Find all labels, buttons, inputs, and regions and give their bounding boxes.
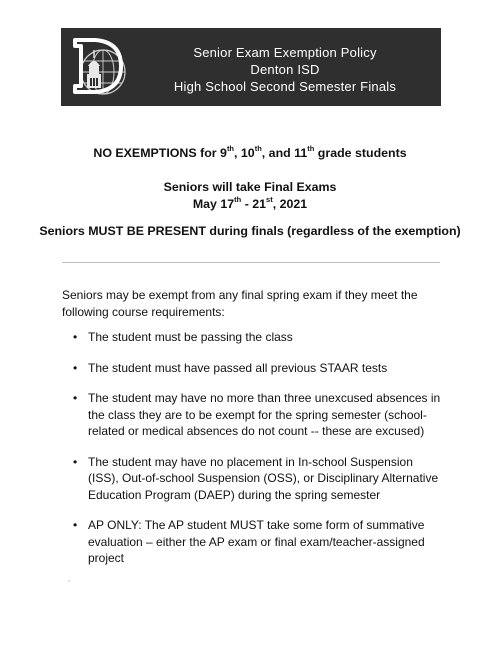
scan-artifact — [68, 580, 70, 582]
present-notice: Seniors MUST BE PRESENT during finals (regardless of the exemption) — [39, 224, 461, 238]
bullet-icon: • — [73, 454, 78, 469]
finals-date: May 17th - 21st, 2021 — [192, 195, 308, 211]
bullet-icon: • — [73, 360, 78, 375]
list-item — [62, 390, 444, 440]
list-item — [62, 517, 444, 567]
requirement-text: The student must be passing the class — [88, 330, 293, 344]
bullet-icon: • — [73, 518, 78, 532]
denton-isd-logo-icon — [69, 34, 129, 100]
finals-heading: Seniors will take Final Exams — [163, 180, 337, 194]
header-title-block — [135, 44, 435, 95]
requirement-text: The student must have passed all previous STAAR tests — [88, 360, 388, 375]
header-policy-title: Senior Exam Exemption Policy — [193, 45, 377, 60]
bullet-icon: • — [73, 391, 78, 405]
header-finals-title: High School Second Semester Finals — [173, 79, 397, 94]
requirement-text: AP ONLY: The AP student MUST take some form of summative evaluation – either the AP exam or final exam/teacher-assigned project — [88, 518, 425, 565]
requirement-text: The student may have no more than three unexcused absences in the class they are to be exempt for the spring semester (school-related or medical absences do not count -- these are excused) — [88, 391, 441, 438]
section-divider — [62, 262, 440, 263]
requirement-text: The student may have no placement in In-school Suspension (ISS), Out-of-school Suspension (OSS), or Disciplinary Alternative Education Program (DAEP) during the spring semester — [88, 454, 439, 502]
header-banner — [61, 28, 441, 106]
intro-paragraph: Seniors may be exempt from any final spring exam if they meet the following course requirements: — [62, 288, 418, 319]
list-item — [62, 454, 444, 504]
list-item — [62, 360, 444, 377]
no-exemptions-heading: NO EXEMPTIONS for 9th, 10th, and 11th grade students — [93, 144, 407, 160]
requirements-list — [62, 329, 444, 567]
list-item — [62, 329, 444, 346]
bullet-icon: • — [73, 330, 78, 344]
header-district-name: Denton ISD — [250, 62, 320, 77]
